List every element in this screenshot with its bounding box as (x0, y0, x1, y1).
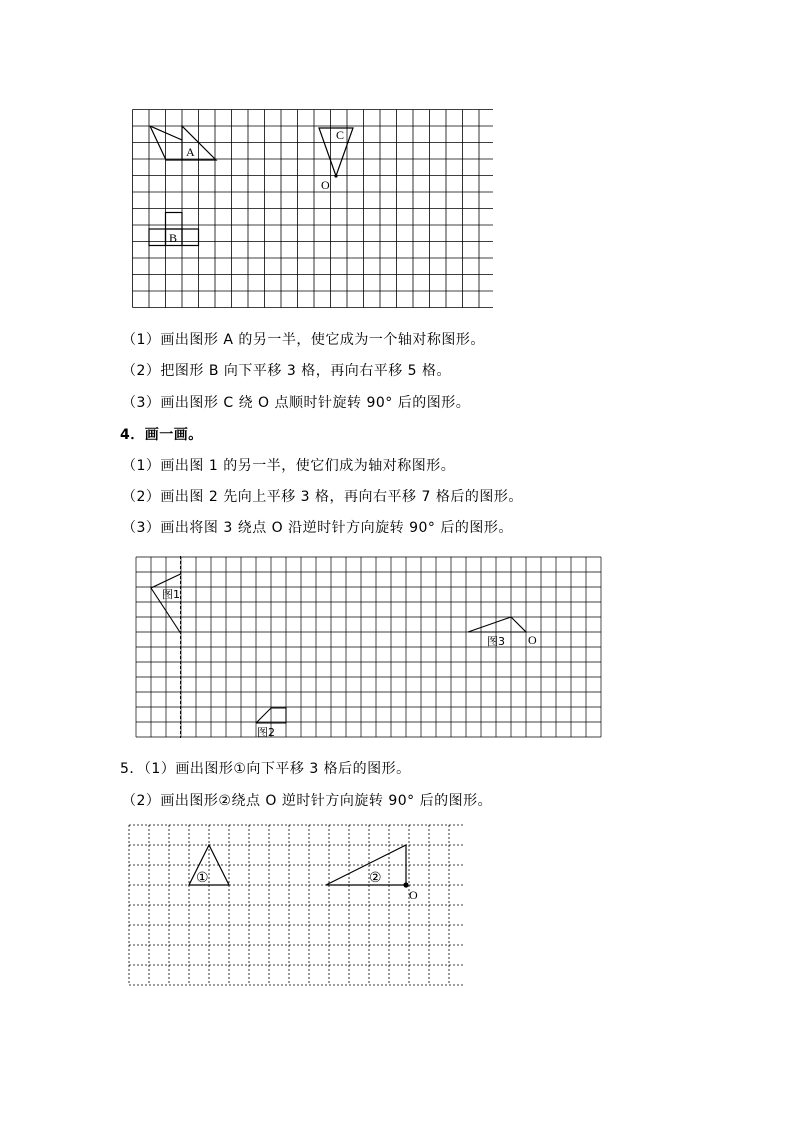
label-shape2: ② (369, 871, 382, 886)
label-shape1: ① (196, 871, 209, 886)
grid-problem4 (135, 556, 604, 740)
p3-item-3: （3）画出图形 C 绕 O 点顺时针旋转 90° 后的图形。 (122, 395, 471, 411)
label-o: O (321, 178, 330, 192)
label-o: O (528, 633, 537, 647)
point-o (403, 882, 408, 887)
label-b: B (169, 231, 178, 245)
grid-lines (133, 110, 494, 308)
label-fig2: 图2 (257, 726, 275, 739)
figure-a-left-top (150, 126, 182, 140)
figure-a (150, 126, 216, 160)
p4-item-1: （1）画出图 1 的另一半，使它们成为轴对称图形。 (122, 458, 456, 474)
label-fig1: 图1 (162, 588, 180, 601)
label-fig3: 图3 (487, 635, 505, 648)
grid-problem3 (128, 108, 493, 316)
p4-title: 4．画一画。 (120, 427, 203, 443)
figure-3 (468, 617, 526, 632)
point-o (334, 174, 337, 177)
grid-problem5 (128, 824, 466, 986)
p3-item-1: （1）画出图形 A 的另一半，使它成为一个轴对称图形。 (122, 332, 485, 348)
p5-item-1: 5．（1）画出图形①向下平移 3 格后的图形。 (120, 761, 411, 777)
p3-item-2: （2）把图形 B 向下平移 3 格，再向右平移 5 格。 (122, 363, 452, 379)
p5-item-2: （2）画出图形②绕点 O 逆时针方向旋转 90° 后的图形。 (122, 793, 493, 809)
grid-lines (129, 825, 463, 985)
p4-item-2: （2）画出图 2 先向上平移 3 格，再向右平移 7 格后的图形。 (122, 489, 523, 505)
label-a: A (186, 145, 195, 159)
grid-lines (136, 557, 601, 737)
label-o: O (409, 888, 418, 902)
p4-item-3: （3）画出将图 3 绕点 O 沿逆时针方向旋转 90° 后的图形。 (122, 520, 513, 536)
figure-a-left-part (150, 126, 182, 160)
label-c: C (336, 128, 345, 142)
